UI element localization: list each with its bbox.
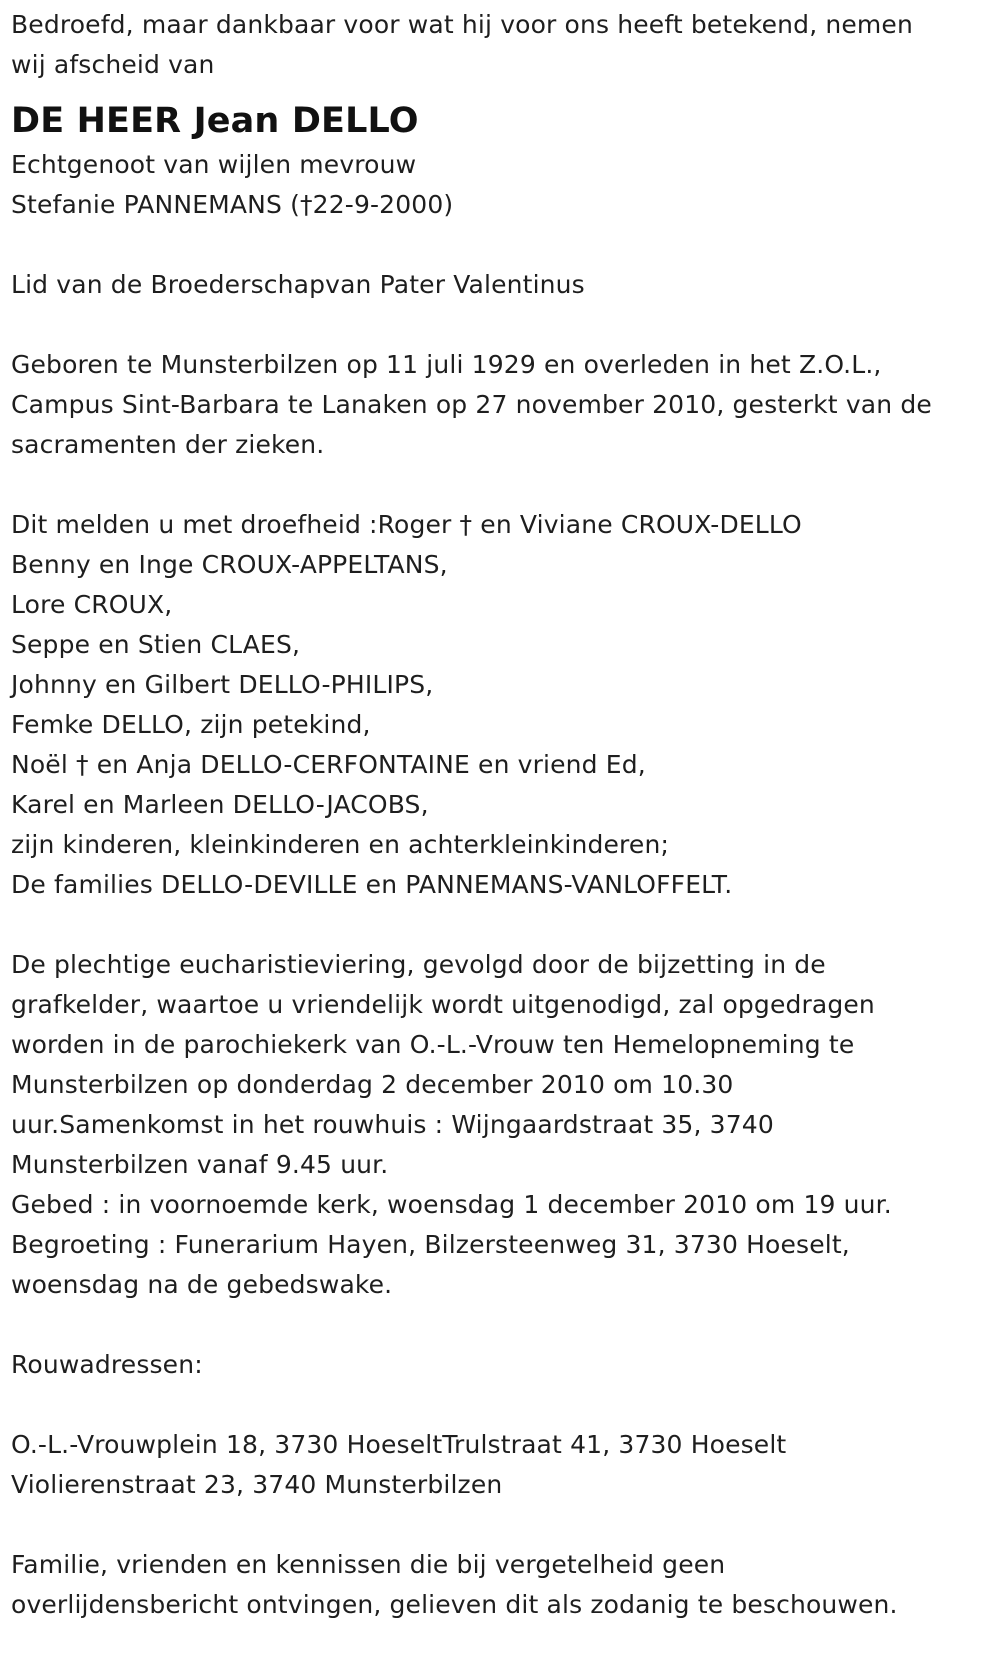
birth-death-paragraph bbox=[11, 345, 991, 465]
addresses-label: Rouwadressen: bbox=[11, 1350, 203, 1379]
family-line: Femke DELLO, zijn petekind, bbox=[11, 710, 371, 739]
obituary-notice bbox=[11, 5, 991, 1625]
spacer bbox=[11, 1385, 991, 1425]
spacer bbox=[11, 1505, 991, 1545]
intro-line: Bedroefd, maar dankbaar voor wat hij voor ons heeft betekend, nemen bbox=[11, 10, 913, 39]
spouse-paragraph bbox=[11, 145, 991, 225]
birth-death-line: Geboren te Munsterbilzen op 11 juli 1929 en overleden in het Z.O.L., bbox=[11, 350, 882, 379]
spacer bbox=[11, 465, 991, 505]
ceremony-line: Munsterbilzen op donderdag 2 december 2010 om 10.30 bbox=[11, 1070, 734, 1099]
family-line: Noël † en Anja DELLO-CERFONTAINE en vriend Ed, bbox=[11, 750, 646, 779]
family-line: Benny en Inge CROUX-APPELTANS, bbox=[11, 550, 448, 579]
spacer bbox=[11, 1305, 991, 1345]
address-line: Violierenstraat 23, 3740 Munsterbilzen bbox=[11, 1470, 503, 1499]
spouse-line: Stefanie PANNEMANS (†22-9-2000) bbox=[11, 190, 454, 219]
ceremony-line: Gebed : in voornoemde kerk, woensdag 1 december 2010 om 19 uur. bbox=[11, 1190, 892, 1219]
membership-line: Lid van de Broederschapvan Pater Valentinus bbox=[11, 270, 585, 299]
family-line: Dit melden u met droefheid :Roger † en Viviane CROUX-DELLO bbox=[11, 510, 802, 539]
ceremony-line: uur.Samenkomst in het rouwhuis : Wijngaardstraat 35, 3740 bbox=[11, 1110, 774, 1139]
ceremony-line: Begroeting : Funerarium Hayen, Bilzersteenweg 31, 3730 Hoeselt, bbox=[11, 1230, 850, 1259]
deceased-name: DE HEER Jean DELLO bbox=[11, 101, 419, 141]
closing-line: Familie, vrienden en kennissen die bij vergetelheid geen bbox=[11, 1550, 726, 1579]
family-line: Seppe en Stien CLAES, bbox=[11, 630, 301, 659]
family-line: De families DELLO-DEVILLE en PANNEMANS-VANLOFFELT. bbox=[11, 870, 733, 899]
family-line: Karel en Marleen DELLO-JACOBS, bbox=[11, 790, 429, 819]
ceremony-paragraph bbox=[11, 945, 991, 1305]
intro-line: wij afscheid van bbox=[11, 50, 215, 79]
ceremony-line: De plechtige eucharistieviering, gevolgd door de bijzetting in de bbox=[11, 950, 826, 979]
intro-paragraph bbox=[11, 5, 991, 85]
spacer bbox=[11, 905, 991, 945]
spouse-line: Echtgenoot van wijlen mevrouw bbox=[11, 150, 417, 179]
spacer bbox=[11, 305, 991, 345]
closing-paragraph bbox=[11, 1545, 991, 1625]
ceremony-line: Munsterbilzen vanaf 9.45 uur. bbox=[11, 1150, 389, 1179]
address-line: O.-L.-Vrouwplein 18, 3730 HoeseltTrulstraat 41, 3730 Hoeselt bbox=[11, 1430, 787, 1459]
family-line: zijn kinderen, kleinkinderen en achterkleinkinderen; bbox=[11, 830, 670, 859]
birth-death-line: sacramenten der zieken. bbox=[11, 430, 325, 459]
ceremony-line: grafkelder, waartoe u vriendelijk wordt uitgenodigd, zal opgedragen bbox=[11, 990, 875, 1019]
ceremony-line: woensdag na de gebedswake. bbox=[11, 1270, 393, 1299]
ceremony-line: worden in de parochiekerk van O.-L.-Vrouw ten Hemelopneming te bbox=[11, 1030, 855, 1059]
closing-line: overlijdensbericht ontvingen, gelieven dit als zodanig te beschouwen. bbox=[11, 1590, 898, 1619]
family-line: Lore CROUX, bbox=[11, 590, 173, 619]
addresses-list bbox=[11, 1425, 991, 1505]
family-line: Johnny en Gilbert DELLO-PHILIPS, bbox=[11, 670, 434, 699]
family-list bbox=[11, 505, 991, 905]
spacer bbox=[11, 225, 991, 265]
birth-death-line: Campus Sint-Barbara te Lanaken op 27 november 2010, gesterkt van de bbox=[11, 390, 932, 419]
